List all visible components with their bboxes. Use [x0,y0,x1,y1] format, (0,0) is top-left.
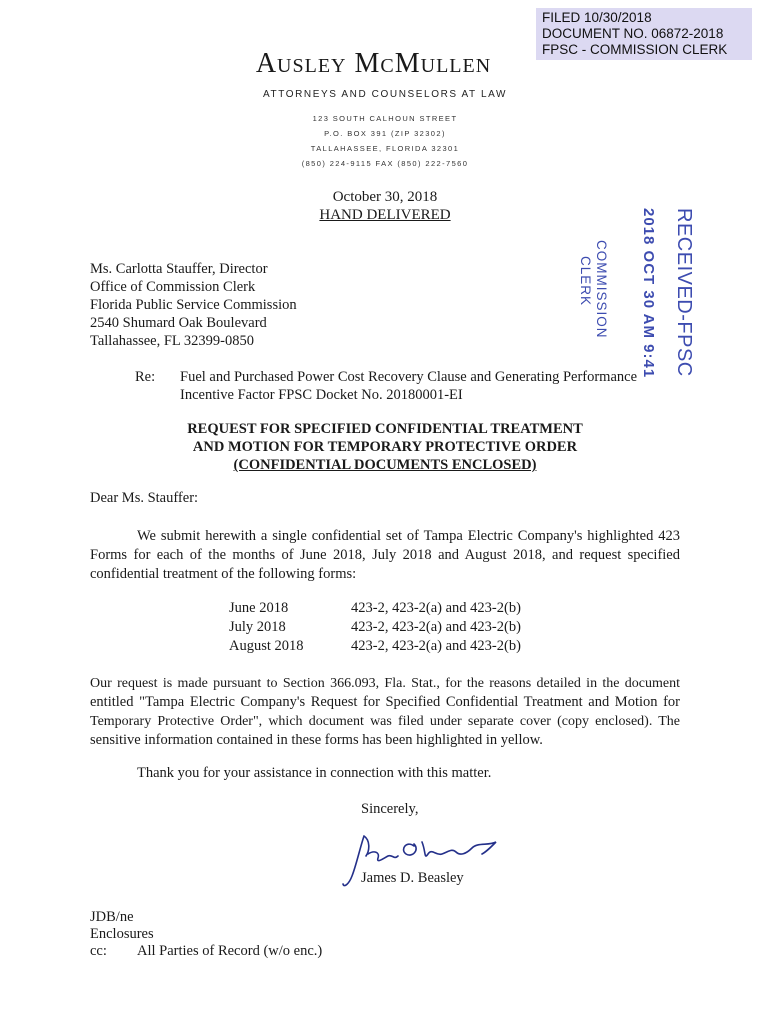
recipient-office: Office of Commission Clerk [90,279,256,295]
document-number: DOCUMENT NO. 06872-2018 [542,26,724,41]
received-stamp-clerk: CLERK [578,256,593,307]
re-subject-line-1: Fuel and Purchased Power Cost Recovery Clause and Generating Performance [180,369,638,385]
address-phone-fax: (850) 224-9115 FAX (850) 222-7560 [301,159,469,168]
re-subject-line-2: Incentive Factor FPSC Docket No. 20180001-EI [180,387,463,403]
cc-label: cc: [90,943,107,959]
recipient-name: Ms. Carlotta Stauffer, Director [90,261,268,277]
received-stamp-datetime: 2018 OCT 30 AM 9:41 [640,208,657,379]
forms-list: 423-2, 423-2(a) and 423-2(b) [351,638,521,654]
address-po-box: P.O. BOX 391 (ZIP 32302) [324,129,446,138]
paragraph-1-line-1: We submit herewith a single confidential set of Tampa Electric Company's highlighted 423 [137,528,680,544]
filed-date: FILED 10/30/2018 [542,10,652,25]
forms-month: June 2018 [229,600,289,616]
re-label: Re: [135,369,156,385]
received-stamp-commission: COMMISSION [594,240,609,339]
letter-date: October 30, 2018 [332,189,438,205]
address-city: TALLAHASSEE, FLORIDA 32301 [310,144,460,153]
recipient-organization: Florida Public Service Commission [90,297,297,313]
initials: JDB/ne [90,909,134,925]
salutation: Dear Ms. Stauffer: [90,490,199,506]
forms-list: 423-2, 423-2(a) and 423-2(b) [351,619,521,635]
paragraph-1-line-2: Forms for each of the months of June 2018, July 2018 and August 2018, and request specified [90,547,680,563]
paragraph-2-line-1: Our request is made pursuant to Section 366.093, Fla. Stat., for the reasons detailed in the document [90,676,680,691]
delivery-method: HAND DELIVERED [319,207,451,223]
received-stamp-main: RECEIVED-FPSC [673,208,695,377]
signer-name: James D. Beasley [361,870,464,886]
received-stamp [568,196,718,379]
document-title-line-2: AND MOTION FOR TEMPORARY PROTECTIVE ORDER [192,439,578,455]
cc-text: All Parties of Record (w/o enc.) [137,943,323,959]
closing: Sincerely, [361,801,419,817]
firm-tagline: ATTORNEYS AND COUNSELORS AT LAW [262,89,508,100]
forms-month: July 2018 [229,619,286,635]
firm-name: Ausley McMullen [255,48,492,79]
enclosures: Enclosures [90,926,154,942]
document-title-line-3: (CONFIDENTIAL DOCUMENTS ENCLOSED) [233,457,537,473]
recipient-city: Tallahassee, FL 32399-0850 [90,333,254,349]
paragraph-2-line-3: Temporary Protective Order", which document was filed under separate cover (copy enclosed). The [90,714,680,729]
forms-list: 423-2, 423-2(a) and 423-2(b) [351,600,521,616]
forms-month: August 2018 [229,638,304,654]
address-street: 123 SOUTH CALHOUN STREET [312,114,458,123]
paragraph-2-line-4: sensitive information contained in these forms has been highlighted in yellow. [90,732,543,748]
thanks-line: Thank you for your assistance in connection with this matter. [137,765,492,781]
document-title-line-1: REQUEST FOR SPECIFIED CONFIDENTIAL TREATMENT [187,421,583,437]
filed-clerk: FPSC - COMMISSION CLERK [542,42,728,57]
recipient-street: 2540 Shumard Oak Boulevard [90,315,267,331]
paragraph-1-line-3: confidential treatment of the following forms: [90,566,357,582]
paragraph-2-line-2: entitled "Tampa Electric Company's Request for Specified Confidential Treatment and Motion for [90,694,680,710]
